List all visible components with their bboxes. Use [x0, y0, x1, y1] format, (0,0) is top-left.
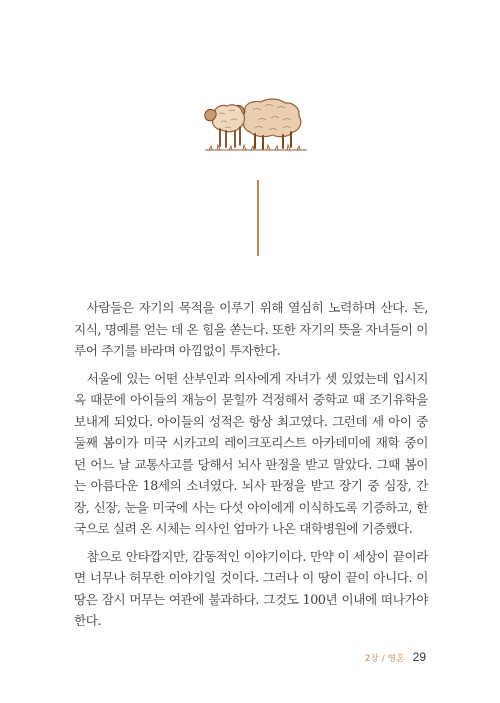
paragraph: 사람들은 자기의 목적을 이루기 위해 열심히 노력하며 산다. 돈, 지식, 명예를 얻는 데 온 힘을 쏟는다. 또한 자기의 뜻을 자녀들이 이루어 주기를 바라며 아낌없이 투자한다.: [74, 300, 428, 358]
vertical-divider: [257, 180, 259, 256]
chapter-label: 2장 / 영혼: [364, 654, 405, 664]
paragraph: 참으로 안타깝지만, 감동적인 이야기이다. 만약 이 세상이 끝이라면 너무나 허무한 이야기일 것이다. 그러나 이 땅이 끝이 아니다. 이 땅은 잠시 머무는 여관에 불과하다. 그것도 100년 이내에 떠나가야 한다.: [74, 548, 428, 628]
paragraph: 서울에 있는 어떤 산부인과 의사에게 자녀가 셋 있었는데 입시지옥 때문에 아이들의 재능이 묻힐까 걱정해서 중학교 때 조기유학을 보내게 되었다. 아이들의 성적은 항상 최고였다. 그런데 세 아이 중 둘째 봄이가 미국 시카고의 레이크포리스트 아카데미에 재학 중이던 어느 날 교통사고를 당해서 뇌사 판정을 받고 말았다. 그때 봄이는 아름다운 18세의 소녀였다. 뇌사 판정을 받고 장기 중 심장, 간장, 신장, 눈을 미국에 사는 다섯 아이에게 이식하도록 기증하고, 한국으로 실려 온 시체는 의사인 엄마가 나온 대학병원에 기증했다.: [74, 370, 428, 536]
page-footer: [365, 650, 426, 664]
body-text: [74, 297, 428, 632]
two-sheep-icon: [203, 92, 307, 154]
page-number: 29: [412, 650, 426, 664]
